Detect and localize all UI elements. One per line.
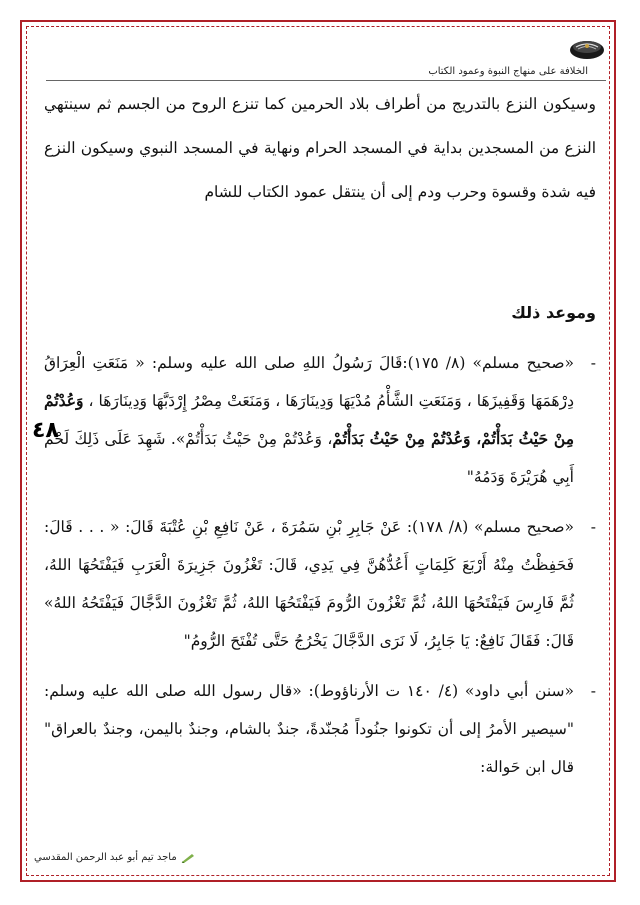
intro-paragraph: وسيكون النزع بالتدريج من أطراف بلاد الحرمين كما تنزع الروح من الجسم ثم سينتهي النزع من المسجدين بداية في المسجد الحرام ونهاية في المسجد النبوي وسيكون النزع فيه شدة وقسوة وحرب ودم إلى أن ينتقل عمود الكتاب للشام	[44, 95, 596, 201]
hadith-text: «صحيح مسلم» (٨/ ١٧٨): عَنْ جَابِرِ بْنِ سَمُرَةَ ، عَنْ نَافِعِ بْنِ عُتْبَةَ قَالَ: « . . . قَالَ: فَحَفِظْتُ مِنْهُ أَرْبَعَ كَلِمَاتٍ أَعُدُّهُنَّ فِي يَدِي، قَالَ: تَغْزُونَ جَزِيرَةَ الْعَرَبِ فَيَفْتَحُهَا اللهُ، ثُمَّ فَارِسَ فَيَفْتَحُهَا اللهُ، ثُمَّ تَغْزُونَ الرُّومَ فَيَفْتَحُهَا اللهُ، ثُمَّ تَغْزُونَ الدَّجَّالَ فَيَفْتَحُهُ اللهُ» قَالَ: فَقَالَ نَافِعٌ: يَا جَابِرُ، لَا نَرَى الدَّجَّالَ يَخْرُجُ حَتَّى تُفْتَحَ الرُّومُ"	[44, 518, 575, 650]
page-content	[44, 82, 596, 798]
hadith-text: «صحيح مسلم» (٨/ ١٧٥):قَالَ رَسُولُ اللهِ صلى الله عليه وسلم: « مَنَعَتِ الْعِرَاقُ دِرْهَمَهَا وَقَفِيزَهَا ، وَمَنَعَتِ الشَّأْمُ مُدْيَهَا وَدِينَارَهَا ، وَمَنَعَتْ مِصْرُ إِرْدَبَّهَا وَدِينَارَهَا ،	[44, 354, 574, 410]
spacer	[44, 214, 596, 298]
hadith-bold-text: وَعُدْتُمْ مِنْ حَيْثُ بَدَأْتُمْ، وَعُدْتُمْ مِنْ حَيْثُ بَدَأْتُمْ	[44, 391, 575, 448]
section-heading: وموعد ذلك	[511, 303, 596, 322]
page-header	[46, 32, 606, 80]
list-dash: -	[590, 518, 596, 536]
book-logo-icon	[568, 34, 606, 62]
hadith-item	[44, 344, 596, 496]
header-title: الخلافة على منهاج النبوة وعمود الكتاب	[428, 66, 588, 77]
page-number: ٤٨	[32, 418, 59, 443]
pen-icon	[181, 853, 195, 863]
hadith-tail-text: ، وَعُدْتُمْ مِنْ حَيْثُ بَدَأْتُمْ». شَهِدَ عَلَى ذَلِكَ لَحْمُ أَبِي هُرَيْرَةَ وَدَمُهُ"	[44, 430, 574, 486]
page-footer	[34, 852, 195, 863]
list-dash: -	[590, 354, 596, 372]
footer-author: ماجد تيم أبو عبد الرحمن المقدسي	[34, 852, 177, 863]
header-divider	[46, 80, 606, 81]
hadith-text: «سنن أبي داود» (٤/ ١٤٠ ت الأرناؤوط): «قال رسول الله صلى الله عليه وسلم: "سيصير الأمرُ إلى أن تكونوا جنُوداً مُجنّدةً، جندٌ بالشام، وجندٌ باليمن، وجندٌ بالعراق" قال ابن حَوالة:	[44, 682, 574, 776]
hadith-item	[44, 508, 596, 660]
list-dash: -	[590, 682, 596, 700]
hadith-item	[44, 672, 596, 786]
